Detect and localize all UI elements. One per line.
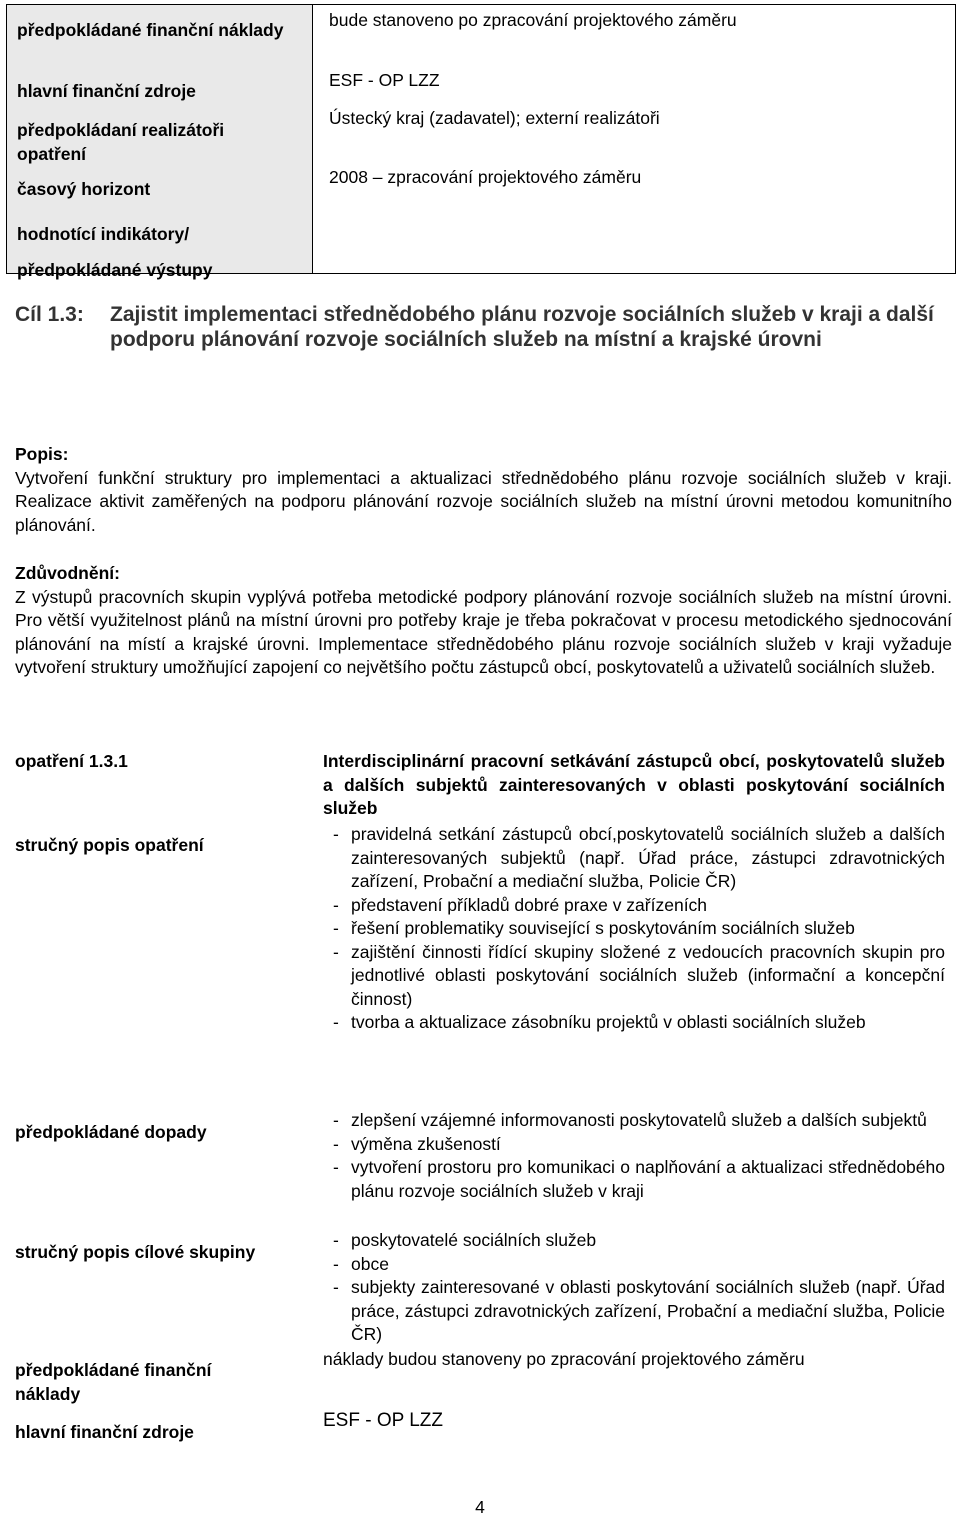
sources-label: hlavní finanční zdroje (15, 1422, 194, 1442)
zduvodneni-heading: Zdůvodnění: (15, 563, 120, 583)
target-list (323, 1229, 945, 1347)
page-number: 4 (475, 1497, 485, 1517)
goal-text: Zajistit implementaci střednědobého plánu rozvoje sociálních služeb v kraji a další podporu plánování rozvoje sociálních služeb na místní a krajské úrovni (110, 303, 934, 351)
impact-list (323, 1109, 945, 1203)
list-item: - poskytovatelé sociálních služeb (323, 1229, 945, 1253)
sources-value: ESF - OP LZZ (323, 1410, 444, 1431)
desc-list (323, 823, 945, 1035)
costs-value: náklady budou stanoveny po zpracování projektového záměru (323, 1349, 805, 1369)
popis-text: Vytvoření funkční struktury pro implementaci a aktualizaci střednědobého plánu rozvoje sociálních služeb v kraji. Realizace aktivit zaměřených na podporu plánování rozvoje sociálních služeb na místní úrovni metodou komunitního plánování. (15, 467, 952, 535)
list-item: - pravidelná setkání zástupců obcí,poskytovatelů sociálních služeb a dalších zainteresovaných subjektů (např. Úřad práce, zástupci zdravotnických zařízení, Probační a mediační služba, Policie ČR) (323, 823, 945, 894)
list-item: - výměna zkušeností (323, 1133, 945, 1157)
list-item: - obce (323, 1253, 945, 1277)
popis-section (15, 443, 952, 537)
list-item: - subjekty zainteresované v oblasti poskytování sociálních služeb (např. Úřad práce, zástupci zdravotnických zařízení, Probační a mediační služba, Policie ČR) (323, 1276, 945, 1347)
goal-number: Cíl 1.3: (15, 303, 84, 326)
label-costs: předpokládané finanční náklady (17, 20, 284, 40)
label-implementers: předpokládaní realizátoři opatření (17, 120, 225, 164)
list-item: - řešení problematiky související s poskytováním sociálních služeb (323, 917, 945, 941)
measure-label: opatření 1.3.1 (15, 751, 128, 771)
zduvodneni-text: Z výstupů pracovních skupin vyplývá potřeba metodické podpory plánování rozvoje sociálních služeb na místní úrovni. Pro větší využitelnost plánů na místní úrovni pro potřeby kraje je třeba pokračovat v procesu metodického sjednocování plánování na místí a krajské úrovni. Implementace střednědobého plánu rozvoje sociálních služeb v kraji vyžaduje vytvoření struktury umožňující zapojení co největšího počtu zástupců obcí, poskytovatelů a uživatelů sociálních služeb. (15, 586, 952, 677)
list-item: - tvorba a aktualizace zásobníku projektů v oblasti sociálních služeb (323, 1011, 945, 1035)
label-sources: hlavní finanční zdroje (17, 81, 196, 101)
target-label: stručný popis cílové skupiny (15, 1242, 256, 1262)
top-table (6, 4, 956, 280)
zduvodneni-section (15, 562, 952, 680)
measure-title: Interdisciplinární pracovní setkávání zástupců obcí, poskytovatelů služeb a dalších subjektů zainteresovaných v oblasti poskytování sociálních služeb (323, 751, 945, 818)
value-implementers: Ústecký kraj (zadavatel); externí realizátoři (329, 108, 660, 128)
desc-label: stručný popis opatření (15, 835, 204, 855)
top-table-labels (7, 5, 313, 280)
label-indicators: hodnotící indikátory/ předpokládané výstupy (17, 224, 213, 280)
label-timeframe: časový horizont (17, 179, 151, 199)
popis-heading: Popis: (15, 444, 69, 464)
list-item: - vytvoření prostoru pro komunikaci o naplňování a aktualizaci střednědobého plánu rozvoje sociálních služeb v kraji (323, 1156, 945, 1203)
list-item: - představení příkladů dobré praxe v zařízeních (323, 894, 945, 918)
value-costs: bude stanoveno po zpracování projektového záměru (329, 10, 737, 30)
list-item: - zlepšení vzájemné informovanosti poskytovatelů služeb a dalších subjektů (323, 1109, 945, 1133)
impact-label: předpokládané dopady (15, 1122, 207, 1142)
list-item: - zajištění činnosti řídící skupiny složené z vedoucích pracovních skupin pro jednotlivé oblasti poskytování sociálních služeb (informační a koncepční činnost) (323, 941, 945, 1012)
value-sources: ESF - OP LZZ (329, 70, 440, 90)
value-timeframe: 2008 – zpracování projektového záměru (329, 167, 642, 187)
top-table-values (313, 5, 955, 273)
costs-label: předpokládané finanční náklady (15, 1360, 212, 1404)
